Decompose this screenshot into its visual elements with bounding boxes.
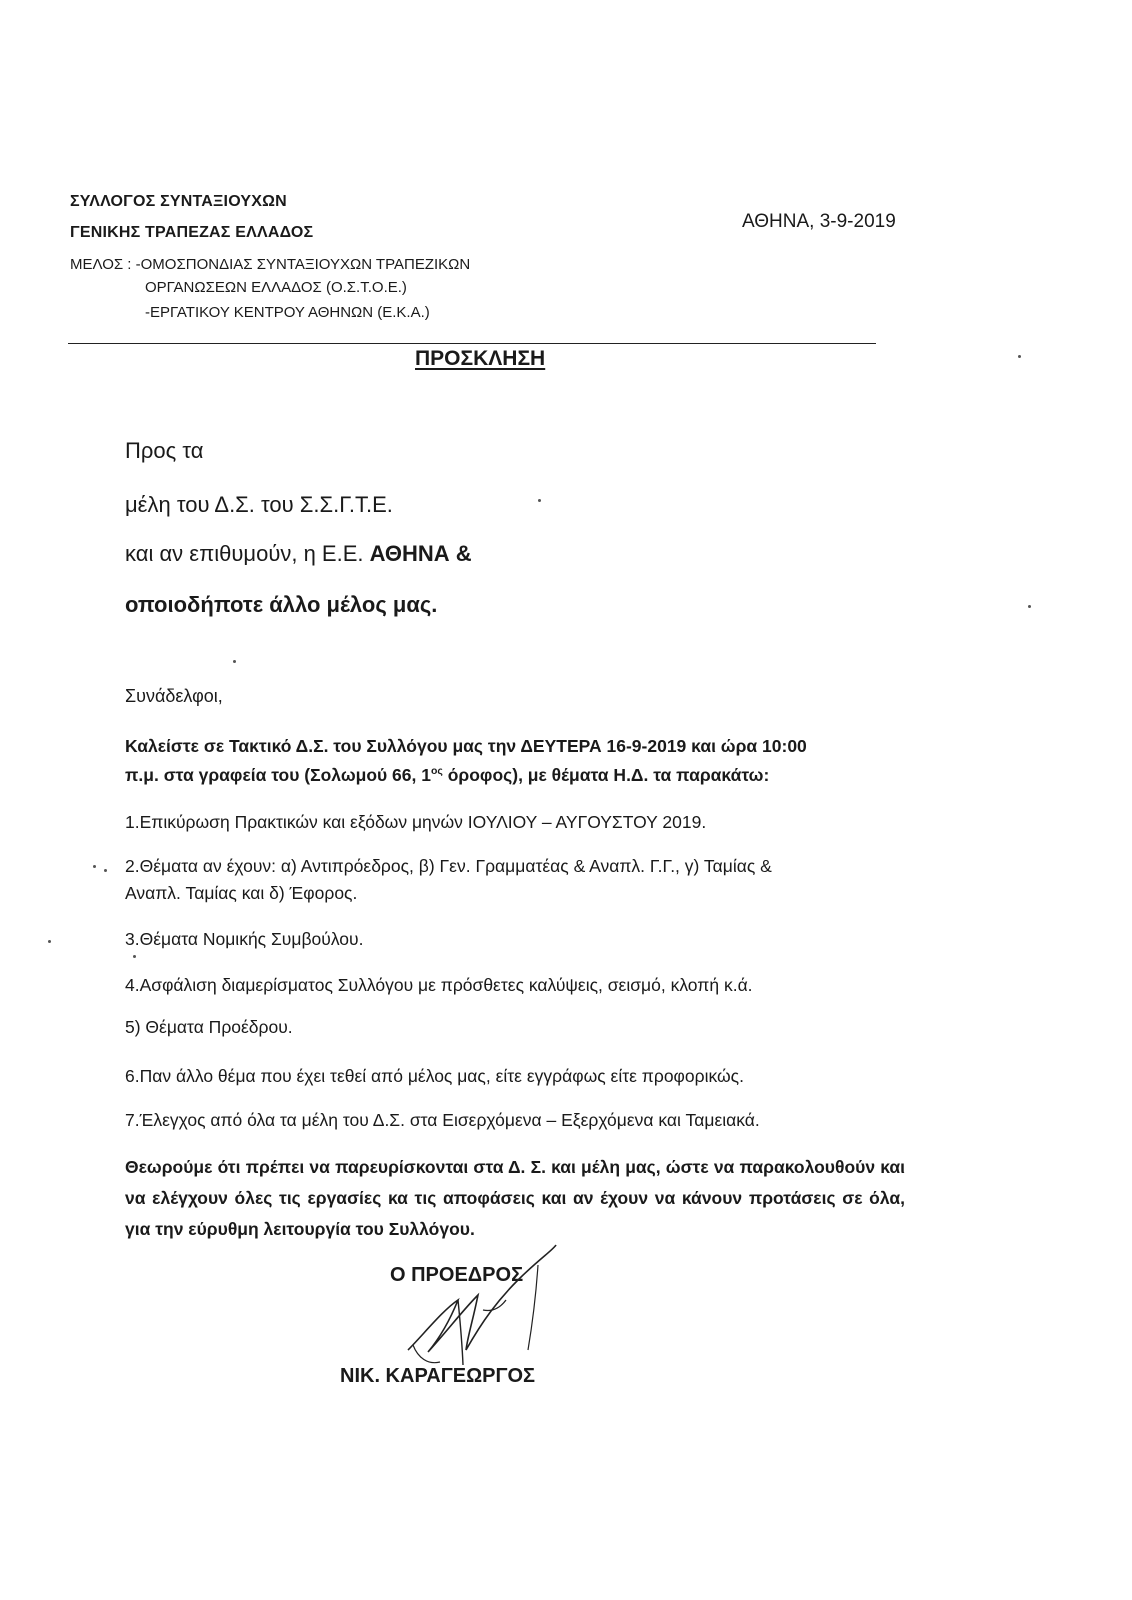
agenda-item-1: 1.Επικύρωση Πρακτικών και εξόδων μηνών ΙΟΥΛΙΟΥ – ΑΥΓΟΥΣΤΟΥ 2019.	[125, 812, 707, 832]
org-name-line1: ΣΥΛΛΟΓΟΣ ΣΥΝΤΑΞΙΟΥΧΩΝ	[70, 193, 287, 210]
agenda-item-5: 5) Θέματα Προέδρου.	[125, 1017, 293, 1037]
scan-speck	[233, 660, 236, 663]
greeting: Συνάδελφοι,	[125, 686, 223, 706]
scan-speck	[104, 869, 107, 872]
document-date: ΑΘΗΝΑ, 3-9-2019	[742, 211, 896, 232]
scan-speck	[133, 955, 136, 958]
agenda-item-7: 7.Έλεγχος από όλα τα μέλη του Δ.Σ. στα Εισερχόμενα – Εξερχόμενα και Ταμειακά.	[125, 1110, 760, 1130]
agenda-item-3: 3.Θέματα Νομικής Συμβούλου.	[125, 929, 364, 949]
scan-speck	[93, 865, 96, 868]
scan-speck	[538, 499, 541, 502]
agenda-item-2: 2.Θέματα αν έχουν: α) Αντιπρόεδρος, β) Γεν. Γραμματέας & Αναπλ. Γ.Γ., γ) Ταμίας &	[125, 856, 772, 876]
recipients-line3-text: και αν επιθυμούν, η Ε.Ε.	[125, 541, 370, 566]
closing-paragraph: Θεωρούμε ότι πρέπει να παρευρίσκονται στα Δ. Σ. και μέλη μας, ώστε να παρακολουθούν και να ελέγχουν όλες τις εργασίες κα τις αποφάσεις και αν έχουν να κάνουν προτάσεις σε όλα, για την εύρυθμη λειτουργία του Συλλόγου.	[125, 1157, 905, 1239]
membership-line1: ΜΕΛΟΣ : -ΟΜΟΣΠΟΝΔΙΑΣ ΣΥΝΤΑΞΙΟΥΧΩΝ ΤΡΑΠΕΖΙΚΩΝ	[70, 256, 471, 273]
org-name-line2: ΓΕΝΙΚΗΣ ΤΡΑΠΕΖΑΣ ΕΛΛΑΔΟΣ	[70, 224, 314, 241]
signature-role: Ο ΠΡΟΕΔΡΟΣ	[390, 1264, 524, 1286]
recipients-line4: οποιοδήποτε άλλο μέλος μας.	[125, 592, 438, 617]
scan-speck	[48, 940, 51, 943]
membership-line3: -ΕΡΓΑΤΙΚΟΥ ΚΕΝΤΡΟΥ ΑΘΗΝΩΝ (Ε.Κ.Α.)	[145, 304, 430, 321]
recipients-line3	[125, 541, 472, 567]
signature-name: ΝΙΚ. ΚΑΡΑΓΕΩΡΓΟΣ	[340, 1365, 536, 1387]
agenda-item-4: 4.Ασφάλιση διαμερίσματος Συλλόγου με πρόσθετες καλύψεις, σεισμό, κλοπή κ.ά.	[125, 975, 753, 995]
document-title: ΠΡΟΣΚΛΗΣΗ	[415, 347, 546, 370]
membership-line2: ΟΡΓΑΝΩΣΕΩΝ ΕΛΛΑΔΟΣ (Ο.Σ.Τ.Ο.Ε.)	[145, 279, 407, 296]
scan-speck	[1028, 605, 1031, 608]
header-divider	[68, 343, 876, 344]
invite-floor-superscript: ος	[430, 765, 443, 778]
agenda-item-2-cont: Αναπλ. Ταμίας και δ) Έφορος.	[125, 883, 358, 903]
scan-speck	[1018, 355, 1021, 358]
recipients-line3-bold: ΑΘΗΝΑ &	[369, 541, 472, 566]
invite-line1: Καλείστε σε Τακτικό Δ.Σ. του Συλλόγου μας την ΔΕΥΤΕΡΑ 16-9-2019 και ώρα 10:00	[125, 736, 807, 756]
agenda-item-6: 6.Παν άλλο θέμα που έχει τεθεί από μέλος μας, είτε εγγράφως είτε προφορικώς.	[125, 1066, 744, 1086]
invite-line2	[125, 765, 769, 786]
invite-line2-a: π.μ. στα γραφεία του (Σολωμού 66, 1	[125, 765, 431, 785]
recipients-line1: Προς τα	[125, 438, 204, 463]
recipients-line2: μέλη του Δ.Σ. του Σ.Σ.Γ.Τ.Ε.	[125, 492, 393, 517]
invite-line2-b: όροφος), με θέματα Η.Δ. τα παρακάτω:	[442, 765, 770, 785]
